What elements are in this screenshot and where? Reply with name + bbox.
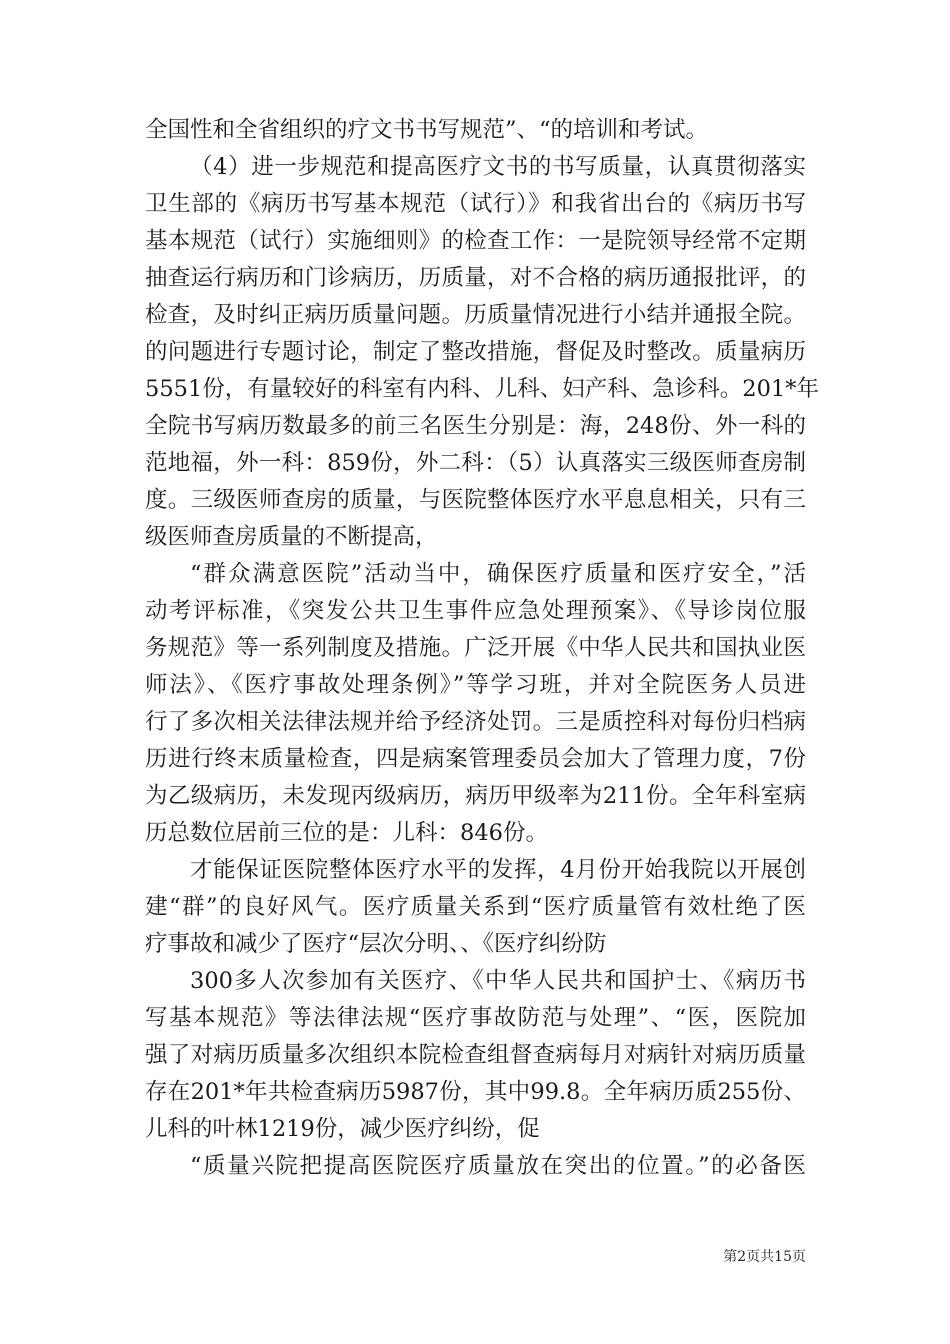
text-line: 抽查运行病历和门诊病历，历质量，对不合格的病历通报批评，的: [145, 265, 806, 291]
page-number: 第2页共15页: [723, 1249, 806, 1265]
text-line: 存在201*年共检查病历5987份，其中99.8。全年病历质255份、: [145, 1079, 806, 1105]
text-line: 行了多次相关法律法规并给予经济处罚。三是质控科对每份归档病: [145, 709, 806, 735]
text-line: 的问题进行专题讨论，制定了整改措施，督促及时整改。质量病历: [145, 339, 806, 365]
text-line: 全院书写病历数最多的前三名医生分别是：海，248份、外一科的: [145, 413, 806, 439]
text-line: 全国性和全省组织的疗文书书写规范”、“的培训和考试。: [145, 117, 709, 143]
text-line: 儿科的叶林1219份，减少医疗纠纷，促: [145, 1116, 540, 1142]
text-line: 疗事故和减少了医疗“层次分明、、《医疗纠纷防: [145, 931, 607, 957]
text-line: 才能保证医院整体医疗水平的发挥，4月份开始我院以开展创: [190, 857, 806, 883]
text-line: 级医师查房质量的不断提高，: [145, 524, 438, 550]
text-line: 建“群”的良好风气。医疗质量关系到“医疗质量管有效杜绝了医: [145, 894, 806, 920]
text-line: 写基本规范》等法律法规“医疗事故防范与处理”、“医，医院加: [145, 1005, 806, 1031]
text-line: 基本规范（试行）实施细则》的检查工作：一是院领导经常不定期: [145, 228, 806, 254]
text-line: “群众满意医院”活动当中，确保医疗质量和医疗安全，”活: [190, 561, 806, 587]
text-line: 为乙级病历，未发现丙级病历，病历甲级率为211份。全年科室病: [145, 783, 806, 809]
text-line: 历总数位居前三位的是：儿科：846份。: [145, 820, 548, 846]
text-line: （4）进一步规范和提高医疗文书的书写质量，认真贯彻落实: [190, 154, 806, 180]
text-line: 5551份，有量较好的科室有内科、儿科、妇产科、急诊科。201*年: [145, 376, 819, 402]
text-line: 动考评标准，《突发公共卫生事件应急处理预案》、《导诊岗位服: [145, 598, 806, 624]
text-line: 检查，及时纠正病历质量问题。历质量情况进行小结并通报全院。: [145, 302, 806, 328]
text-line: 强了对病历质量多次组织本院检查组督查病每月对病针对病历质量: [145, 1042, 806, 1068]
document-body: [145, 112, 819, 1185]
text-line: 师法》、《医疗事故处理条例》”等学习班，并对全院医务人员进: [145, 672, 806, 698]
text-line: 卫生部的《病历书写基本规范（试行）》和我省出台的《病历书写: [145, 191, 806, 217]
text-line: 300多人次参加有关医疗、《中华人民共和国护士、《病历书: [190, 968, 806, 994]
text-line: 范地福，外一科：859份，外二科：（5）认真落实三级医师查房制: [145, 450, 806, 476]
text-line: 务规范》等一系列制度及措施。广泛开展《中华人民共和国执业医: [145, 635, 806, 661]
text-line: 历进行终末质量检查，四是病案管理委员会加大了管理力度，7份: [145, 746, 806, 772]
text-line: “质量兴院把提高医院医疗质量放在突出的位置。”的必备医: [190, 1153, 806, 1179]
text-line: 度。三级医师查房的质量，与医院整体医疗水平息息相关，只有三: [145, 487, 806, 513]
